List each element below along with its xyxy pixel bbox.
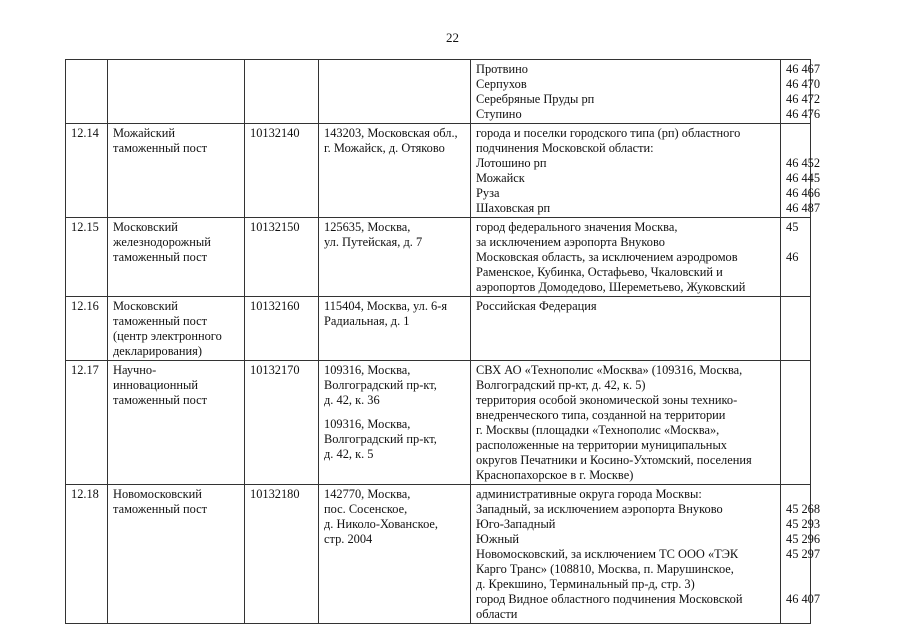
okato-code: 46 487 [786,201,821,215]
post-address [319,297,471,361]
row-number: 12.18 [66,485,108,624]
region-line: Раменское, Кубинка, Остафьево, Чкаловский и [476,265,723,279]
okato-code: 46 445 [786,171,821,185]
region-line: аэропортов Домодедово, Шереметьево, Жуковский [476,280,746,294]
row-number: 12.14 [66,124,108,218]
okato-codes [781,124,821,218]
okato-code [786,235,806,250]
post-code: 10132170 [245,361,319,485]
address-line: 109316, Москва, [324,417,411,431]
post-name-line: железнодорожный [113,235,211,249]
address-line: ул. Путейская, д. 7 [324,235,423,249]
post-name-line: таможенный пост [113,314,208,328]
region-line: Российская Федерация [476,299,597,313]
address-line: Волгоградский пр-кт, [324,378,437,392]
okato-code: 45 296 [786,532,821,546]
post-name [108,361,245,485]
address-gap [324,408,466,417]
post-address [319,361,471,485]
region-line: Руза [476,186,500,200]
region-list [471,297,781,361]
post-name [108,218,245,297]
post-name [108,297,245,361]
region-line: Серебряные Пруды рп [476,92,595,106]
post-address [319,60,471,124]
okato-code: 45 293 [786,517,821,531]
region-line: Краснопахорское в г. Москве) [476,468,634,482]
region-line: д. Крекшино, Терминальный пр-д, стр. 3) [476,577,695,591]
post-name-line: таможенный пост [113,141,208,155]
okato-code: 46 476 [786,107,821,121]
okato-code: 45 268 [786,502,821,516]
region-list [471,60,781,124]
region-line: г. Москвы (площадки «Технополис «Москва», [476,423,720,437]
region-line: Московская область, за исключением аэродромов [476,250,738,264]
address-line: д. 42, к. 5 [324,447,374,461]
post-name-line: (центр электронного [113,329,222,343]
region-list [471,485,781,624]
region-line: Можайск [476,171,525,185]
post-code: 10132140 [245,124,319,218]
post-name-line: Московский [113,299,178,313]
region-line: СВХ АО «Технополис «Москва» (109316, Москва, [476,363,743,377]
region-line: административные округа города Москвы: [476,487,702,501]
okato-code [786,562,806,577]
region-list [471,124,781,218]
region-line: за исключением аэропорта Внуково [476,235,665,249]
post-name-line: декларирования) [113,344,202,358]
address-line: 109316, Москва, [324,363,411,377]
okato-codes [781,361,811,485]
post-name-line: Научно- [113,363,157,377]
okato-code [786,487,806,502]
address-line: 125635, Москва, [324,220,411,234]
post-address [319,124,471,218]
okato-codes [781,218,811,297]
region-line: город Видное областного подчинения Московской [476,592,743,606]
region-line: Карго Транс» (108810, Москва, п. Марушинское, [476,562,734,576]
region-line: Волгоградский пр-кт, д. 42, к. 5) [476,378,646,392]
address-line: 115404, Москва, ул. 6-я [324,299,448,313]
post-name-line: Новомосковский [113,487,202,501]
address-line: пос. Сосенское, [324,502,408,516]
address-line: стр. 2004 [324,532,373,546]
region-list [471,361,781,485]
okato-code: 46 452 [786,156,821,170]
region-line: подчинения Московской области: [476,141,654,155]
post-name-line: Можайский [113,126,176,140]
address-line: Волгоградский пр-кт, [324,432,437,446]
region-line: округов Печатники и Косино-Ухтомский, поселения [476,453,752,467]
okato-code: 46 [786,250,799,264]
okato-code [786,577,806,592]
post-name-line: таможенный пост [113,393,208,407]
okato-code: 45 297 [786,547,821,561]
post-name-line: таможенный пост [113,250,208,264]
address-line: 143203, Московская обл., [324,126,458,140]
post-name [108,60,245,124]
region-line: Лотошино рп [476,156,547,170]
region-line: расположенные на территории муниципальных [476,438,727,452]
okato-code: 46 466 [786,186,821,200]
post-code: 10132150 [245,218,319,297]
post-name-line: инновационный [113,378,198,392]
region-line: Ступино [476,107,522,121]
region-line: город федерального значения Москва, [476,220,678,234]
address-line: д. 42, к. 36 [324,393,380,407]
row-number: 12.17 [66,361,108,485]
okato-code [786,141,806,156]
address-line: д. Николо-Хованское, [324,517,439,531]
row-number: 12.16 [66,297,108,361]
region-line: Юго-Западный [476,517,556,531]
region-line: области [476,607,518,621]
post-address [319,218,471,297]
okato-code: 46 472 [786,92,821,106]
post-name [108,485,245,624]
table-row [66,361,811,485]
region-line: Шаховская рп [476,201,551,215]
post-address [319,485,471,624]
region-line: Западный, за исключением аэропорта Внуково [476,502,723,516]
table-row [66,218,811,297]
row-number: 12.15 [66,218,108,297]
okato-codes [781,297,811,361]
region-line: Новомосковский, за исключением ТС ООО «ТЭК [476,547,739,561]
region-line: территория особой экономической зоны технико- [476,393,738,407]
page-number: 22 [446,30,459,45]
okato-code: 46 467 [786,62,821,76]
row-number [66,60,108,124]
customs-posts-table [65,59,821,624]
okato-codes [781,60,821,124]
okato-codes [781,485,821,624]
okato-code: 46 407 [786,592,821,606]
okato-code [786,126,806,141]
region-line: Южный [476,532,520,546]
post-code: 10132180 [245,485,319,624]
region-line: Серпухов [476,77,527,91]
region-line: Протвино [476,62,528,76]
table-row [66,124,811,218]
region-list [471,218,781,297]
address-line: 142770, Москва, [324,487,411,501]
table-row [66,297,811,361]
region-line: внедренческого типа, созданной на территории [476,408,726,422]
table-row [66,60,811,124]
okato-code: 46 470 [786,77,821,91]
post-name [108,124,245,218]
address-line: г. Можайск, д. Отяково [324,141,445,155]
table-row [66,485,811,624]
address-line: Радиальная, д. 1 [324,314,410,328]
post-name-line: таможенный пост [113,502,208,516]
okato-code: 45 [786,220,799,234]
post-code [245,60,319,124]
post-code: 10132160 [245,297,319,361]
post-name-line: Московский [113,220,178,234]
region-line: города и поселки городского типа (рп) областного [476,126,741,140]
